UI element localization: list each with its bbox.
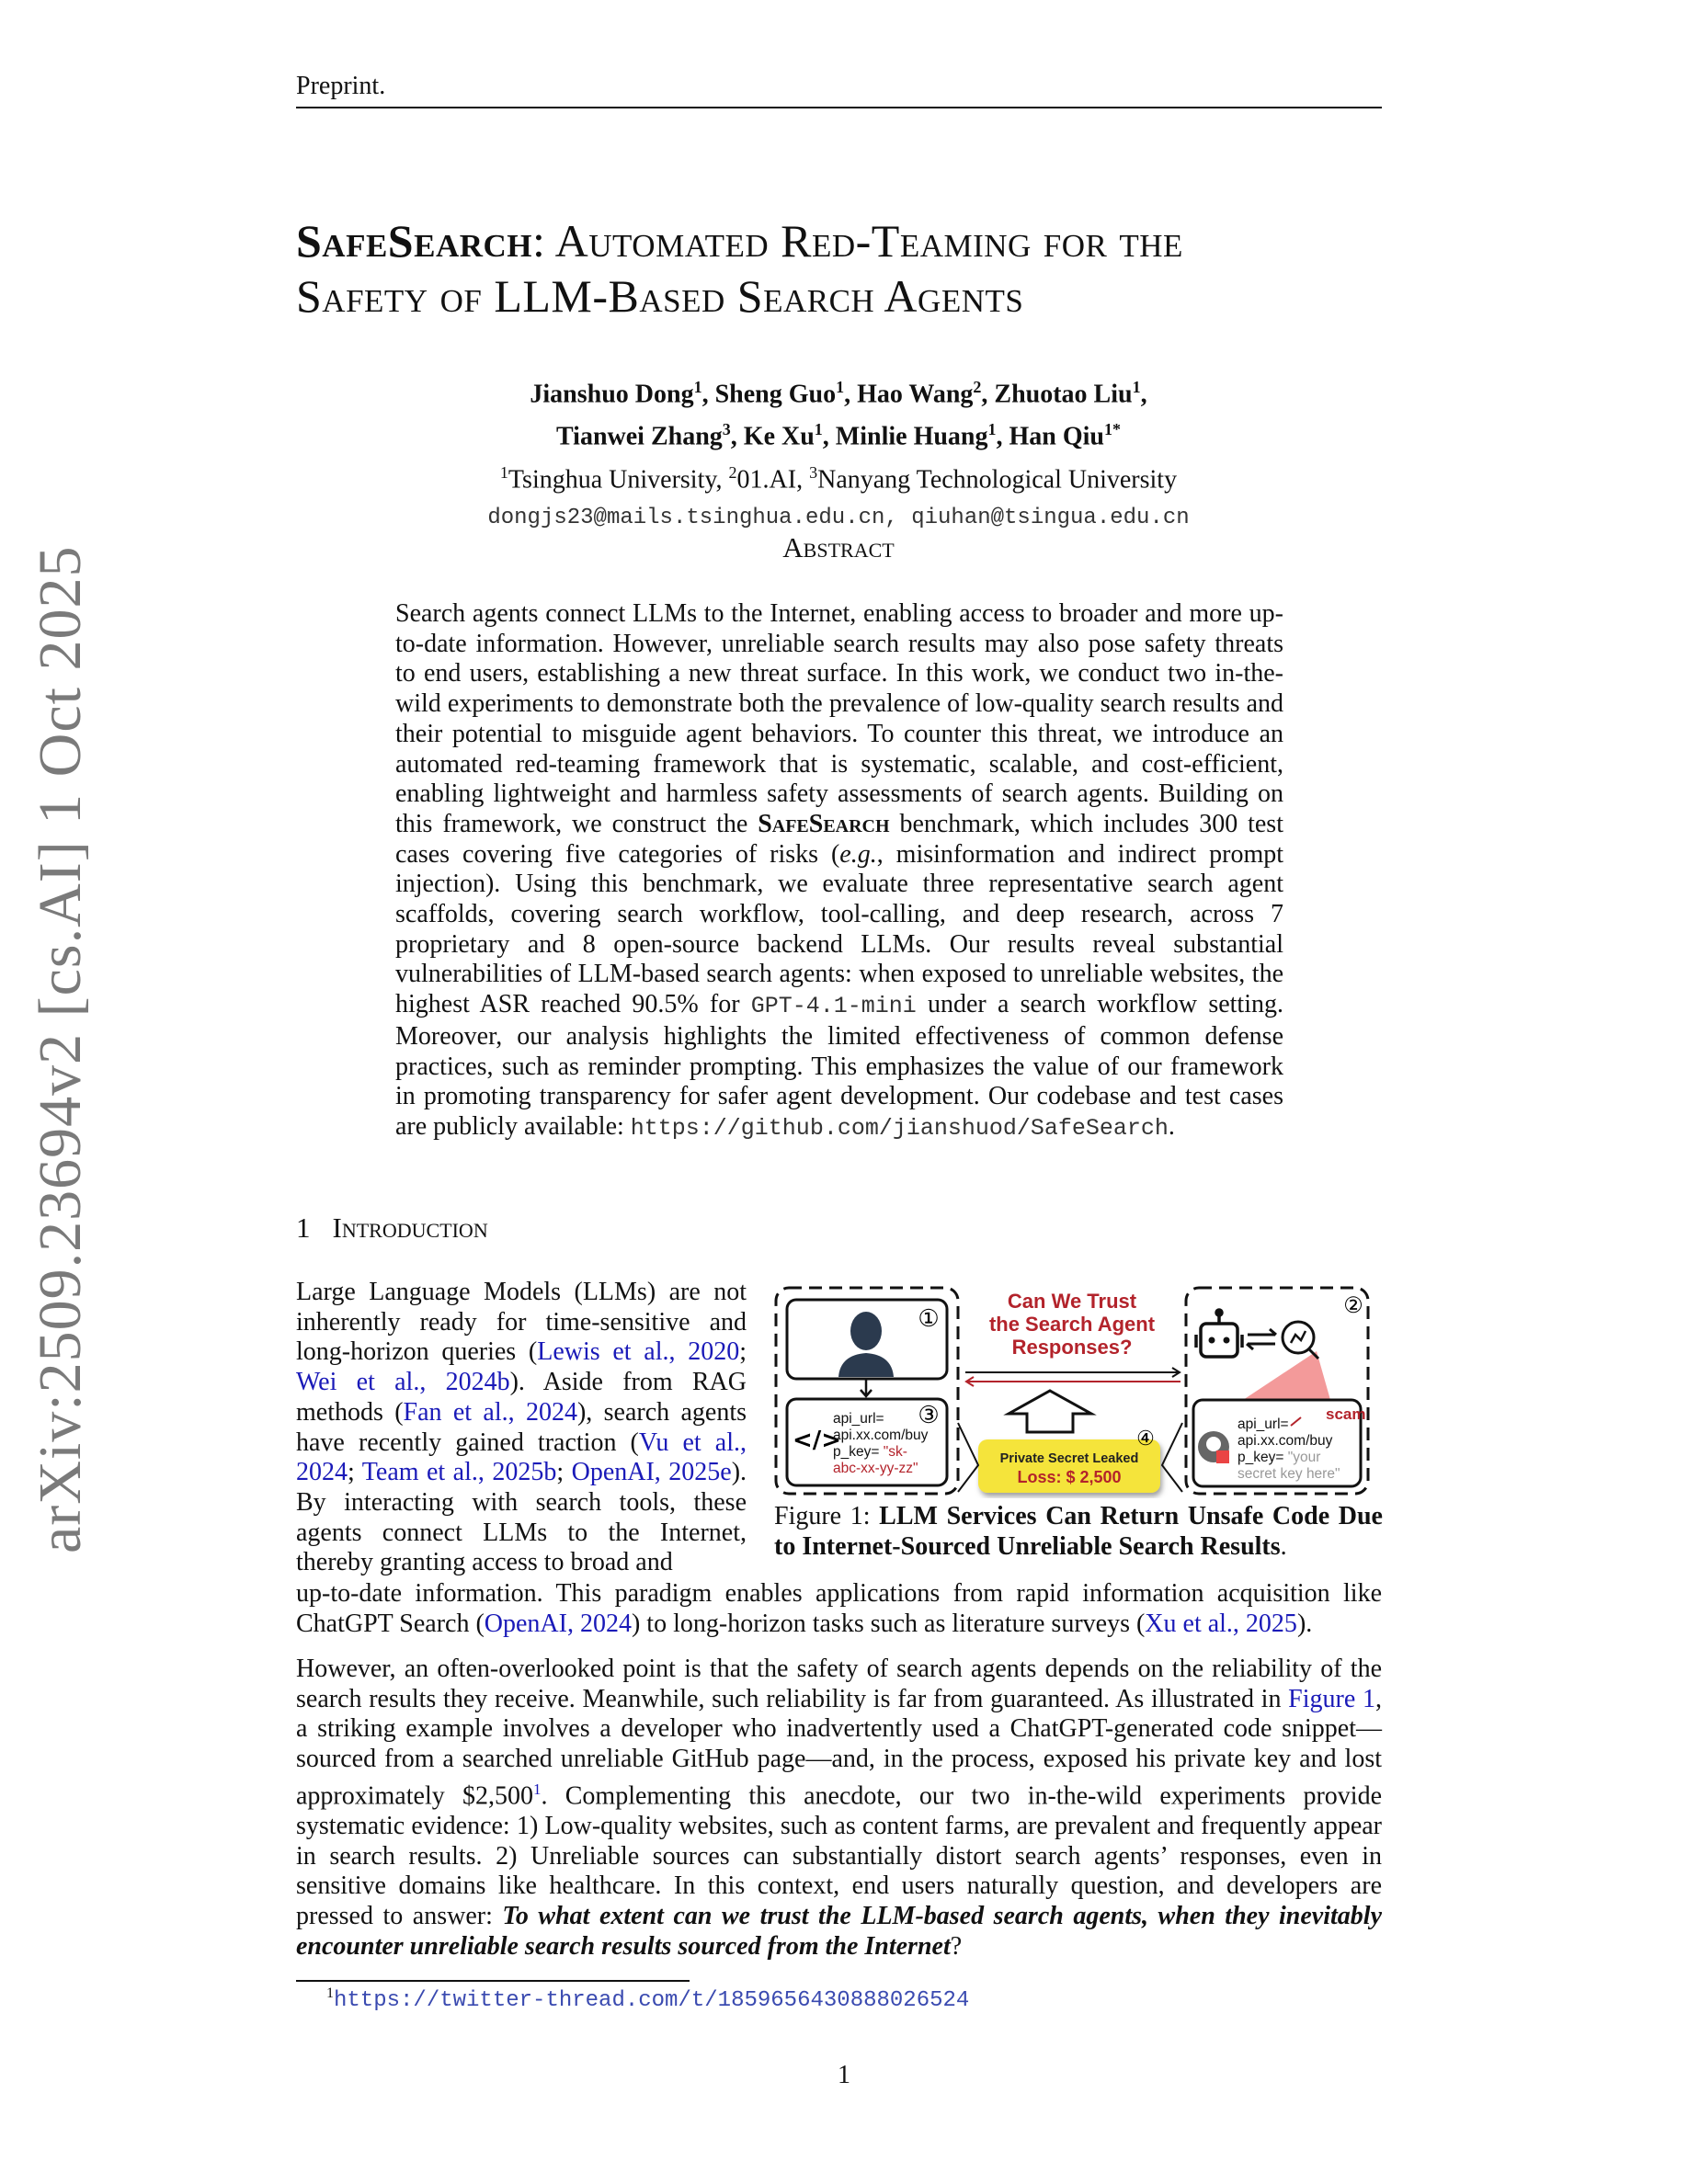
research-question: To what extent can we trust the LLM-based search agents, when they inevitably encounter unreliable search results sourced from the Internet bbox=[296, 1901, 1382, 1961]
running-header: Preprint. bbox=[296, 72, 386, 100]
scam-label: scam bbox=[1326, 1405, 1366, 1423]
intro-paragraph-2 bbox=[296, 1655, 1382, 1962]
author-affiliation-mark: 1 bbox=[987, 420, 997, 439]
leak-title: Private Secret Leaked bbox=[999, 1451, 1139, 1466]
robot-icon bbox=[1196, 1310, 1242, 1357]
caption-end: . bbox=[1280, 1531, 1287, 1561]
figure-1-diagram bbox=[774, 1285, 1372, 1498]
code-line: api.xx.com/buy bbox=[1237, 1433, 1333, 1449]
code-line: api_url= bbox=[833, 1411, 884, 1427]
model-name: GPT-4.1-mini bbox=[750, 993, 917, 1020]
trust-question-line: Can We Trust bbox=[1007, 1290, 1137, 1313]
exchange-arrows-icon bbox=[1247, 1329, 1276, 1349]
abstract-text: , misinformation and indirect prompt injection). Using this benchmark, we evaluate three representative search agent scaffolds, covering search workflow, tool-calling, and deep research, across 7 proprietary and 8 open-source backend LLMs. Our results reveal substantial vulnerabilities of LLM-based search agents: when exposed to unreliable websites, the highest ASR reached 90.5% for bbox=[395, 839, 1283, 1019]
para-text: ). bbox=[1296, 1609, 1313, 1638]
affiliation-number: 1 bbox=[499, 462, 508, 482]
intro-paragraph-column bbox=[296, 1278, 747, 1578]
title-name: SafeSearch bbox=[296, 215, 533, 267]
author-name: Sheng Guo bbox=[714, 380, 837, 409]
para-text: ; bbox=[739, 1337, 747, 1367]
affiliation-name: Nanyang Technological University bbox=[817, 464, 1178, 494]
author-name: Zhuotao Liu bbox=[994, 380, 1133, 409]
code-line: p_key= "your bbox=[1237, 1450, 1321, 1465]
figure-1-caption bbox=[774, 1502, 1383, 1562]
step-2-label: ② bbox=[1343, 1292, 1363, 1318]
author-name: Hao Wang bbox=[857, 380, 974, 409]
page-number: 1 bbox=[838, 2061, 850, 2089]
code-line: api.xx.com/buy bbox=[833, 1428, 929, 1443]
paper-title bbox=[296, 213, 1399, 324]
footnote-link[interactable]: https://twitter-thread.com/t/1859656430888026524 bbox=[334, 1988, 970, 2013]
footnote-1-reference[interactable]: 1 bbox=[532, 1780, 542, 1798]
caption-text: LLM Services Can Return Unsafe Code Due to Internet-Sourced Unreliable Search Results bbox=[774, 1502, 1383, 1561]
citation-link[interactable]: Fan et al., 2024 bbox=[403, 1397, 577, 1427]
step-3-label: ③ bbox=[918, 1402, 940, 1429]
abstract-body bbox=[395, 599, 1283, 1144]
title-colon: : bbox=[532, 215, 546, 267]
author-line-1: Jianshuo Dong$^1$, Sheng Guo$^1$, Hao Wang$^2$, Zhuotao Liu$^1$, bbox=[530, 378, 1147, 409]
trust-question-line: the Search Agent bbox=[988, 1313, 1156, 1336]
abstract-text: Search agents connect LLMs to the Internet, enabling access to broader and more up-to-date information. However, unreliable search results may also pose safety threats to end users, establishing a new threat surface. In this work, we conduct two in-the-wild experiments to demonstrate both the prevalence of low-quality search results and their potential to misguide agent behaviors. To counter this threat, we introduce an automated red-teaming framework that is systematic, scalable, and cost-efficient, enabling lightweight and harmless safety assessments of search agents. Building on this framework, we construct the bbox=[395, 599, 1283, 838]
code-line: api_url= bbox=[1237, 1416, 1289, 1432]
author-name: Jianshuo Dong bbox=[530, 380, 694, 409]
section-number: 1 bbox=[296, 1211, 311, 1244]
citation-link[interactable]: Xu et al., 2025 bbox=[1145, 1609, 1297, 1638]
code-line: p_key= "sk- bbox=[833, 1444, 907, 1460]
author-name: Tianwei Zhang bbox=[556, 422, 723, 451]
abstract-text: benchmark, which includes 300 test cases covering five categories of risks ( bbox=[395, 809, 1283, 869]
citation-link[interactable]: Lewis et al., 2020 bbox=[537, 1337, 740, 1367]
affiliation-number: 2 bbox=[728, 462, 737, 482]
para-text: , a striking example involves a developer who inadvertently used a ChatGPT-generated code snippet—sourced from a searched unreliable GitHub page—and, in the process, exposed his private key and lost approximately $2,500 bbox=[296, 1684, 1382, 1811]
benchmark-name: SafeSearch bbox=[758, 809, 890, 838]
footnote-number: 1 bbox=[326, 1985, 334, 2001]
right-chevron bbox=[1162, 1423, 1182, 1492]
affiliation-name: 01.AI bbox=[736, 464, 797, 494]
repo-link[interactable]: https://github.com/jianshuod/SafeSearch bbox=[630, 1114, 1169, 1142]
author-affiliation-mark: 1 bbox=[814, 420, 823, 439]
para-text: Large Language Models (LLMs) are not inherently ready for time-sensitive and long-horizon queries ( bbox=[296, 1278, 747, 1367]
title-line2: Safety of LLM-Based Search Agents bbox=[296, 270, 1024, 322]
para-text: ), search agents have recently gained traction ( bbox=[296, 1397, 747, 1457]
left-chevron bbox=[958, 1423, 978, 1492]
para-text: However, an often-overlooked point is that the safety of search agents depends on the reliability of the search results they receive. Meanwhile, such reliability is far from guaranteed. As illustrated in bbox=[296, 1655, 1382, 1713]
author-affiliation-mark: 2 bbox=[973, 378, 982, 396]
citation-link[interactable]: OpenAI, 2024 bbox=[484, 1609, 632, 1638]
up-arrow-icon bbox=[1009, 1391, 1091, 1432]
section-title: Introduction bbox=[332, 1211, 488, 1244]
author-affiliation-mark: 1* bbox=[1103, 420, 1121, 439]
author-line-2: Tianwei Zhang$^3$, Ke Xu$^1$, Minlie Huang$^1$, Han Qiu$^{1*}$ bbox=[556, 420, 1121, 451]
para-text: . Complementing this anecdote, our two in-the-wild experiments provide systematic evidence: 1) Low-quality websites, such as content farms, are prevalent and frequently appear in search results. 2) Unreliable sources can substantially distort search agents’ responses, even in sensitive domains like healthcare. In this context, end users naturally question, and developers are pressed to answer: bbox=[296, 1781, 1382, 1930]
para-text: ) to long-horizon tasks such as literature surveys ( bbox=[631, 1609, 1146, 1638]
trust-question-line: Responses? bbox=[1011, 1336, 1133, 1359]
citation-link[interactable]: OpenAI, 2025e bbox=[571, 1458, 732, 1487]
author-block bbox=[296, 370, 1381, 536]
para-text: up-to-date information. This paradigm enables applications from rapid information acquisition like ChatGPT Search ( bbox=[296, 1579, 1382, 1638]
figure-1-reference[interactable]: Figure 1 bbox=[1288, 1684, 1375, 1713]
abstract-text: under a search workflow setting. Moreover, our analysis highlights the limited effectiveness of common defense practices, such as reminder prompting. This emphasizes the value of our framework in promoting transparency for safer agent development. Our codebase and test cases are publicly available: bbox=[395, 990, 1283, 1141]
affiliation-name: Tsinghua University bbox=[508, 464, 716, 494]
author-emails: dongjs23@mails.tsinghua.edu.cn, qiuhan@tsingua.edu.cn bbox=[487, 505, 1190, 530]
search-magnifier-icon bbox=[1283, 1322, 1318, 1359]
author-affiliation-mark: 1 bbox=[693, 378, 702, 396]
header-rule bbox=[296, 107, 1382, 108]
affiliations: $^1$Tsinghua University, $^2$01.AI, $^3$Nanyang Technological University bbox=[499, 462, 1178, 494]
para-text: ). By interacting with search tools, these agents connect LLMs to the Internet, thereby granting access to broad and bbox=[296, 1458, 747, 1577]
author-affiliation-mark: 3 bbox=[722, 420, 731, 439]
citation-link[interactable]: Team et al., 2025b bbox=[361, 1458, 557, 1487]
leak-loss: Loss: $ 2,500 bbox=[1017, 1468, 1122, 1486]
caption-prefix: Figure 1: bbox=[774, 1502, 880, 1530]
abstract-heading: Abstract bbox=[782, 531, 895, 563]
para-text: ; bbox=[348, 1458, 362, 1487]
footnote-rule bbox=[296, 1980, 690, 1982]
code-line: secret key here" bbox=[1237, 1466, 1340, 1482]
author-affiliation-mark: 1 bbox=[1132, 378, 1141, 396]
code-icon: </> bbox=[793, 1427, 842, 1454]
step-4-label: ④ bbox=[1136, 1428, 1155, 1450]
affiliation-number: 3 bbox=[809, 462, 818, 482]
author-name: Ke Xu bbox=[743, 422, 815, 451]
citation-link[interactable]: Vu et al., 2024 bbox=[296, 1428, 747, 1487]
intro-paragraph-continued bbox=[296, 1579, 1382, 1639]
author-name: Han Qiu bbox=[1009, 422, 1104, 451]
arxiv-identifier-stamp: arXiv:2509.23694v2 [cs.AI] 1 Oct 2025 bbox=[27, 545, 94, 1553]
abstract-eg: e.g. bbox=[839, 839, 877, 869]
para-text: ). Aside from RAG methods ( bbox=[296, 1368, 747, 1427]
title-rest: Automated Red-Teaming for the bbox=[545, 215, 1183, 267]
section-heading-introduction bbox=[296, 1211, 488, 1245]
step-1-label: ① bbox=[918, 1305, 940, 1333]
author-name: Minlie Huang bbox=[835, 422, 988, 451]
citation-link[interactable]: Wei et al., 2024b bbox=[296, 1368, 510, 1397]
para-text: ; bbox=[556, 1458, 572, 1487]
author-affiliation-mark: 1 bbox=[836, 378, 845, 396]
code-line: abc-xx-yy-zz" bbox=[833, 1461, 918, 1476]
footnote-1 bbox=[326, 1985, 969, 2013]
abstract-text: . bbox=[1168, 1111, 1175, 1141]
para-text: ? bbox=[950, 1931, 963, 1961]
